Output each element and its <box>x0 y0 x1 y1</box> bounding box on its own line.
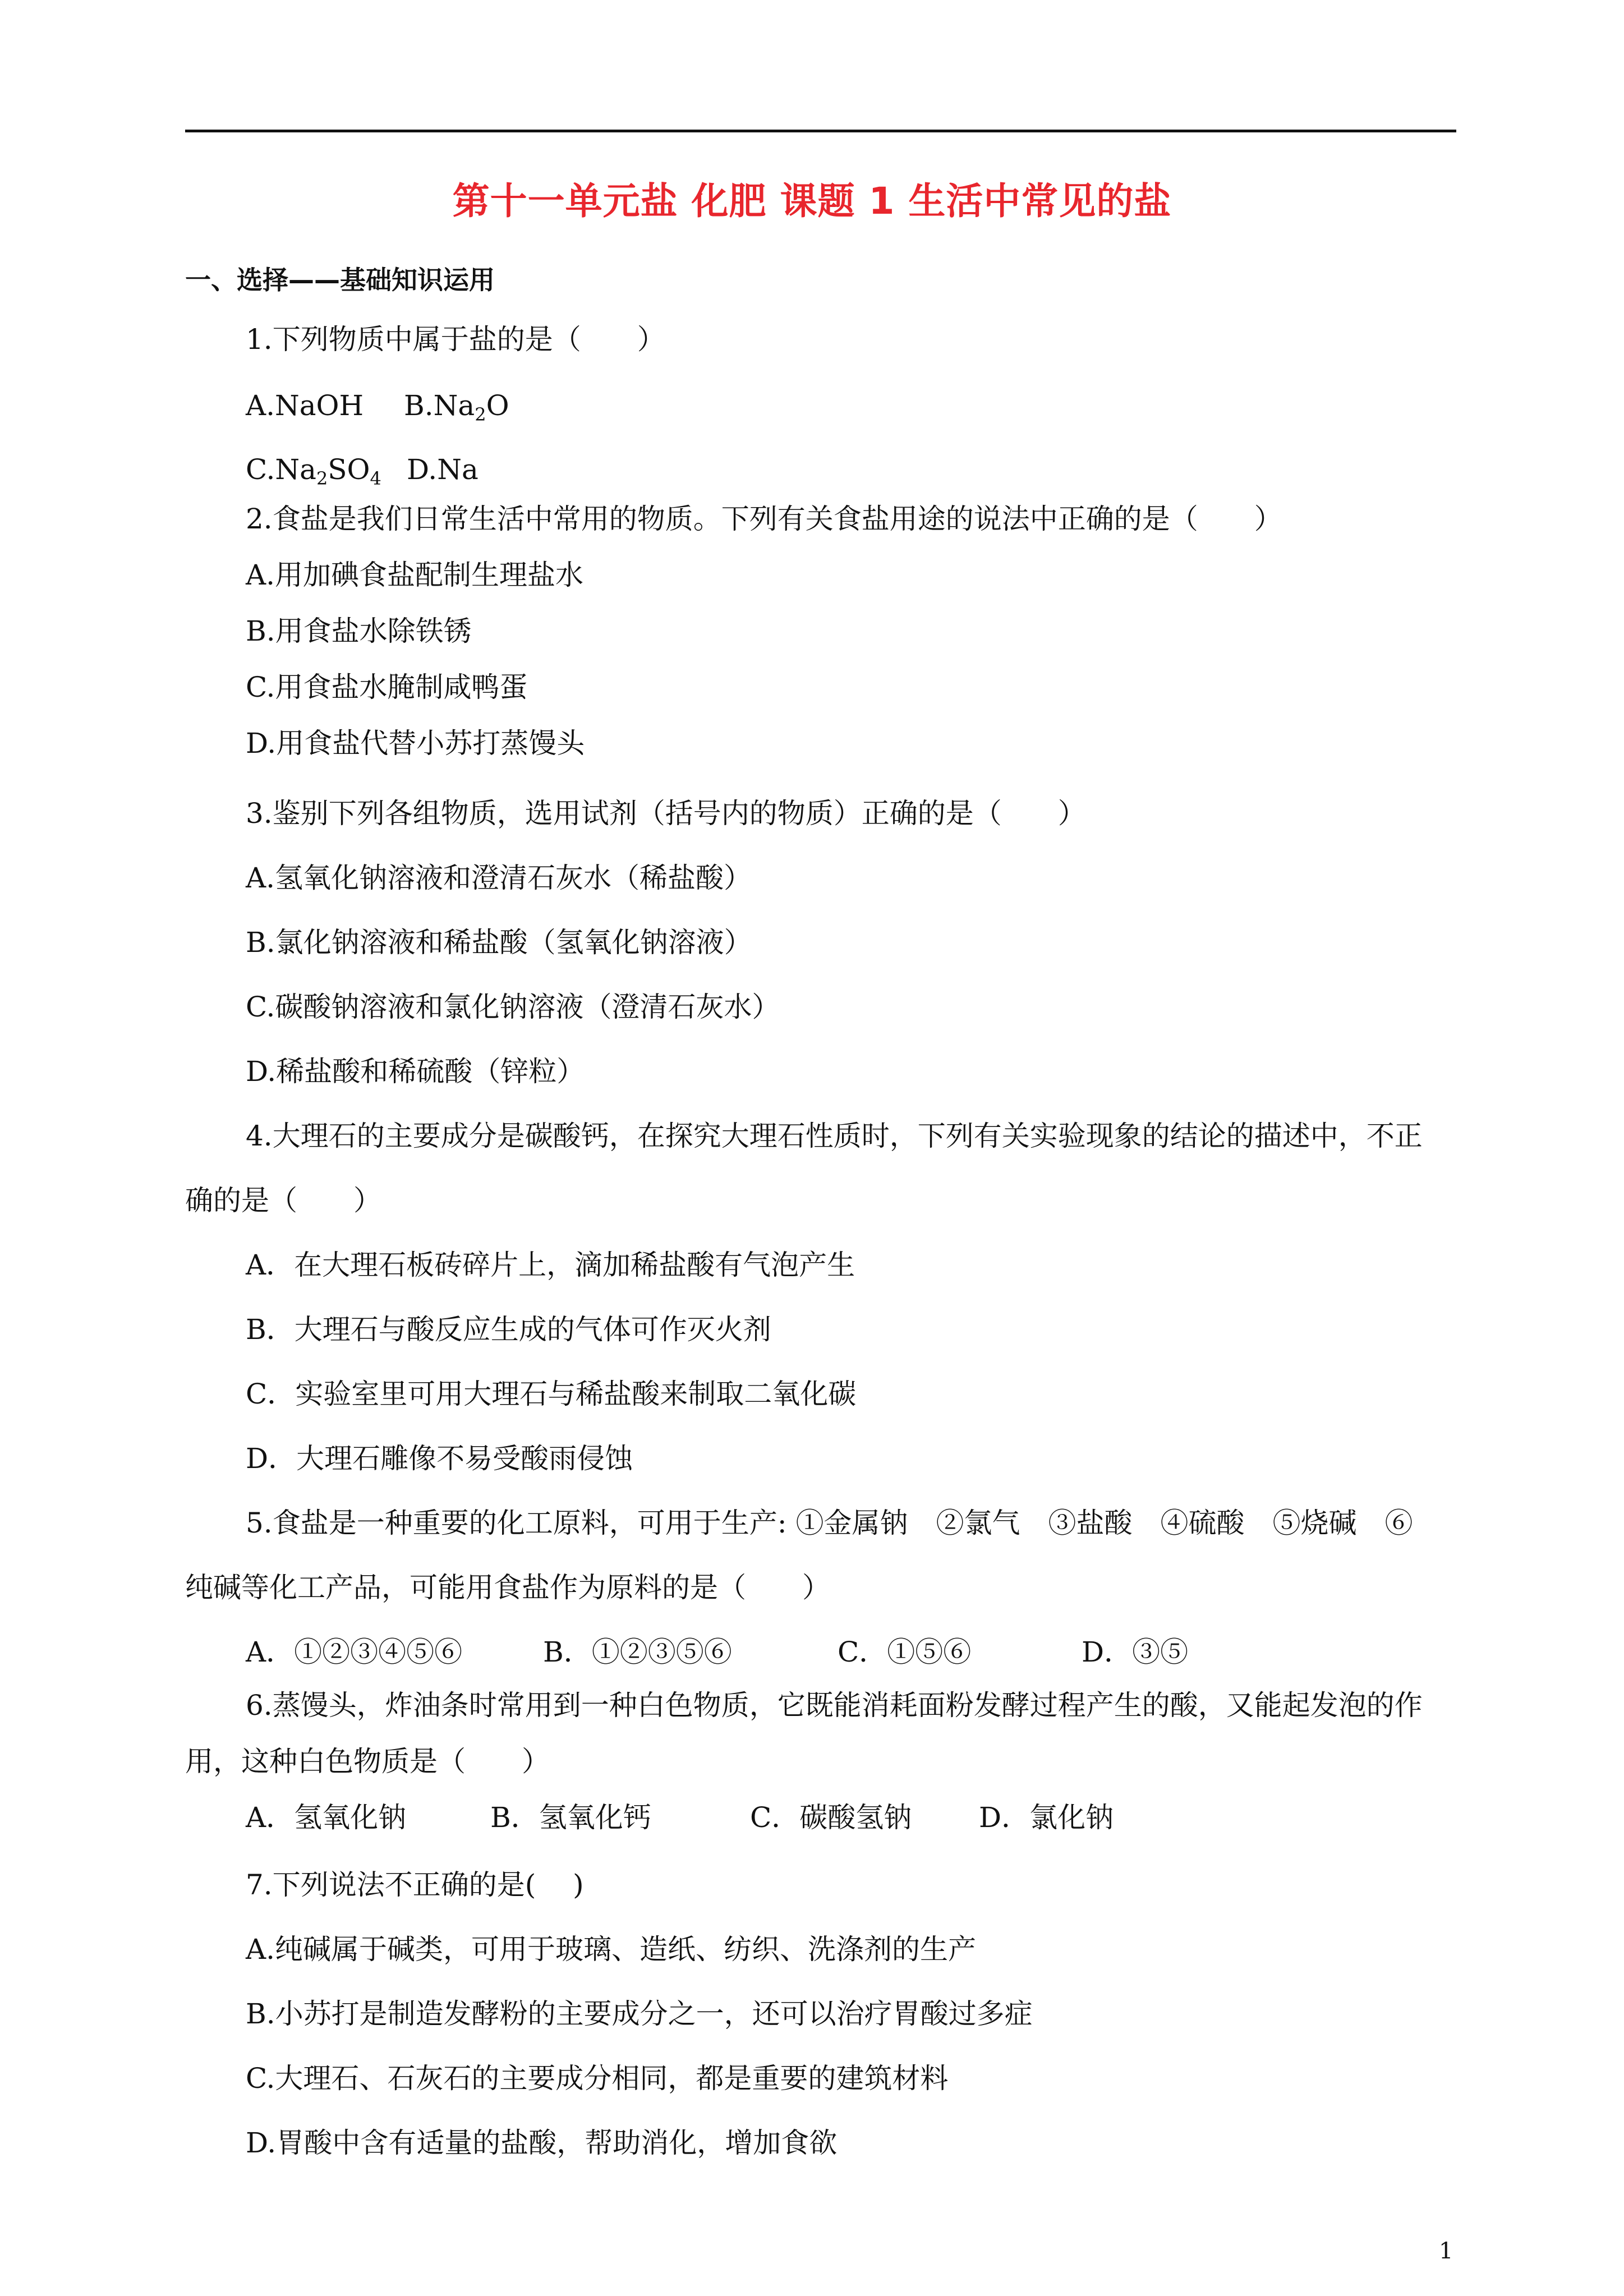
question-6-option-a: A．氢氧化钠 <box>246 1801 407 1834</box>
question-5-stem-line-1: 5.食盐是一种重要的化工原料，可用于生产: ①金属钠 ②氯气 ③盐酸 ④硫酸 ⑤烧碱 ⑥ <box>246 1507 1413 1539</box>
q1-b-sub: 2 <box>475 404 486 425</box>
question-4-option-b: B．大理石与酸反应生成的气体可作灭火剂 <box>246 1313 771 1346</box>
question-4-stem-line-2: 确的是（ ） <box>185 1184 381 1217</box>
question-6-option-c: C．碳酸氢钠 <box>750 1801 912 1834</box>
question-6-option-b: B．氢氧化钙 <box>490 1801 651 1834</box>
question-5-option-c: C．①⑤⑥ <box>838 1636 972 1668</box>
question-3-option-b: B.氯化钠溶液和稀盐酸（氢氧化钠溶液） <box>246 926 752 959</box>
question-5-stem-line-2: 纯碱等化工产品，可能用食盐作为原料的是（ ） <box>185 1571 830 1604</box>
question-1-option-b <box>404 389 509 425</box>
question-2-option-d: D.用食盐代替小苏打蒸馒头 <box>246 727 585 760</box>
question-4-stem-line-1: 4.大理石的主要成分是碳酸钙，在探究大理石性质时，下列有关实验现象的结论的描述中，不正 <box>246 1120 1423 1152</box>
question-6-option-d: D．氯化钠 <box>979 1801 1114 1834</box>
document-title: 第十一单元盐 化肥 课题 1 生活中常见的盐 <box>452 180 1172 223</box>
question-7-option-b: B.小苏打是制造发酵粉的主要成分之一，还可以治疗胃酸过多症 <box>246 1998 1033 2030</box>
question-5-option-b: B．①②③⑤⑥ <box>543 1636 732 1668</box>
question-6-stem-line-2: 用，这种白色物质是（ ） <box>185 1745 550 1778</box>
question-4-option-d: D．大理石雕像不易受酸雨侵蚀 <box>246 1442 633 1475</box>
section-heading: 一、选择——基础知识运用 <box>185 265 495 295</box>
question-4-option-a: A．在大理石板砖碎片上，滴加稀盐酸有气泡产生 <box>246 1249 855 1281</box>
q1-c-mid: SO <box>328 453 370 486</box>
header-rule <box>185 130 1456 132</box>
question-3-option-d: D.稀盐酸和稀硫酸（锌粒） <box>246 1055 585 1088</box>
question-7-stem: 7.下列说法不正确的是( ) <box>246 1869 584 1901</box>
question-1-stem: 1.下列物质中属于盐的是（ ） <box>246 323 665 356</box>
question-2-option-a: A.用加碘食盐配制生理盐水 <box>246 559 584 591</box>
question-7-option-a: A.纯碱属于碱类，可用于玻璃、造纸、纺织、洗涤剂的生产 <box>246 1933 977 1966</box>
question-3-option-c: C.碳酸钠溶液和氯化钠溶液（澄清石灰水） <box>246 991 780 1023</box>
question-2-option-b: B.用食盐水除铁锈 <box>246 615 472 647</box>
q1-b-post: O <box>486 389 509 422</box>
question-3-option-a: A.氢氧化钠溶液和澄清石灰水（稀盐酸） <box>246 862 752 894</box>
question-1-option-d: D.Na <box>407 453 479 486</box>
question-7-option-d: D.胃酸中含有适量的盐酸，帮助消化，增加食欲 <box>246 2127 838 2159</box>
question-4-option-c: C．实验室里可用大理石与稀盐酸来制取二氧化碳 <box>246 1378 857 1410</box>
page-number: 1 <box>1439 2238 1453 2264</box>
q1-c-pre: C.Na <box>246 453 316 486</box>
question-1-option-c <box>246 453 381 489</box>
question-5-option-d: D．③⑤ <box>1082 1636 1189 1668</box>
question-2-stem: 2.食盐是我们日常生活中常用的物质。下列有关食盐用途的说法中正确的是（ ） <box>246 503 1282 535</box>
q1-b-pre: B.Na <box>404 389 475 422</box>
q1-c-sub2: 4 <box>370 468 381 489</box>
q1-c-sub1: 2 <box>316 468 328 489</box>
question-2-option-c: C.用食盐水腌制咸鸭蛋 <box>246 671 528 703</box>
question-1-option-a: A.NaOH <box>246 389 364 422</box>
question-3-stem: 3.鉴别下列各组物质，选用试剂（括号内的物质）正确的是（ ） <box>246 797 1086 830</box>
question-6-stem-line-1: 6.蒸馒头，炸油条时常用到一种白色物质，它既能消耗面粉发酵过程产生的酸，又能起发泡的作 <box>246 1689 1423 1722</box>
question-7-option-c: C.大理石、石灰石的主要成分相同，都是重要的建筑材料 <box>246 2062 949 2095</box>
question-5-option-a: A．①②③④⑤⑥ <box>246 1636 463 1668</box>
